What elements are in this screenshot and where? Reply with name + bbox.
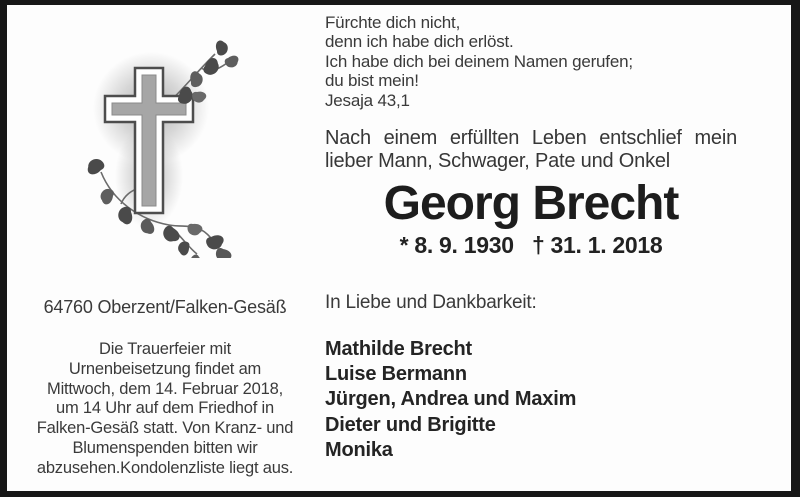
funeral-line: abzusehen.Kondolenzliste liegt aus. [36, 458, 294, 477]
mourner-name: Jürgen, Andrea und Maxim [325, 388, 577, 411]
intro-line: lieber Mann, Schwager, Pate und Onkel [325, 149, 671, 172]
mourners-list [325, 337, 737, 463]
deceased-name: Georg Brecht [383, 177, 679, 230]
mourner-name: Monika [325, 438, 393, 461]
verse-line: Fürchte dich nicht, [325, 13, 461, 32]
closing-line: In Liebe und Dankbarkeit: [325, 292, 537, 313]
mourner-name: Luise Bermann [325, 363, 467, 386]
cross-ivy-artwork [85, 26, 255, 258]
verse-source: Jesaja 43,1 [325, 90, 410, 110]
funeral-line: Mittwoch, dem 14. Februar 2018, [47, 379, 283, 398]
funeral-line: Urnenbeisetzung findet am [68, 359, 262, 378]
intro-line: Nach einem erfüllten Leben entschlief mein [325, 127, 737, 149]
mourner-name: Mathilde Brecht [325, 338, 473, 360]
birth-death-dates: * 8. 9. 1930 † 31. 1. 2018 [399, 232, 663, 258]
funeral-info [25, 340, 305, 479]
verse-line: denn ich habe dich erlöst. [325, 32, 514, 52]
verse-line: Ich habe dich bei deinem Namen gerufen; [325, 51, 633, 71]
funeral-line: Die Trauerfeier mit [99, 340, 231, 358]
funeral-line: Blumenspenden bitten wir [72, 438, 258, 457]
scripture-verse [325, 13, 745, 110]
verse-line: du bist mein! [325, 71, 419, 91]
location-line: 64760 Oberzent/Falken-Gesäß [43, 297, 287, 317]
mourner-name: Dieter und Brigitte [325, 413, 496, 436]
intro-text [325, 127, 737, 172]
funeral-line: um 14 Uhr auf dem Friedhof in [56, 399, 274, 418]
funeral-line: Falken-Gesäß statt. Von Kranz- und [36, 419, 294, 438]
